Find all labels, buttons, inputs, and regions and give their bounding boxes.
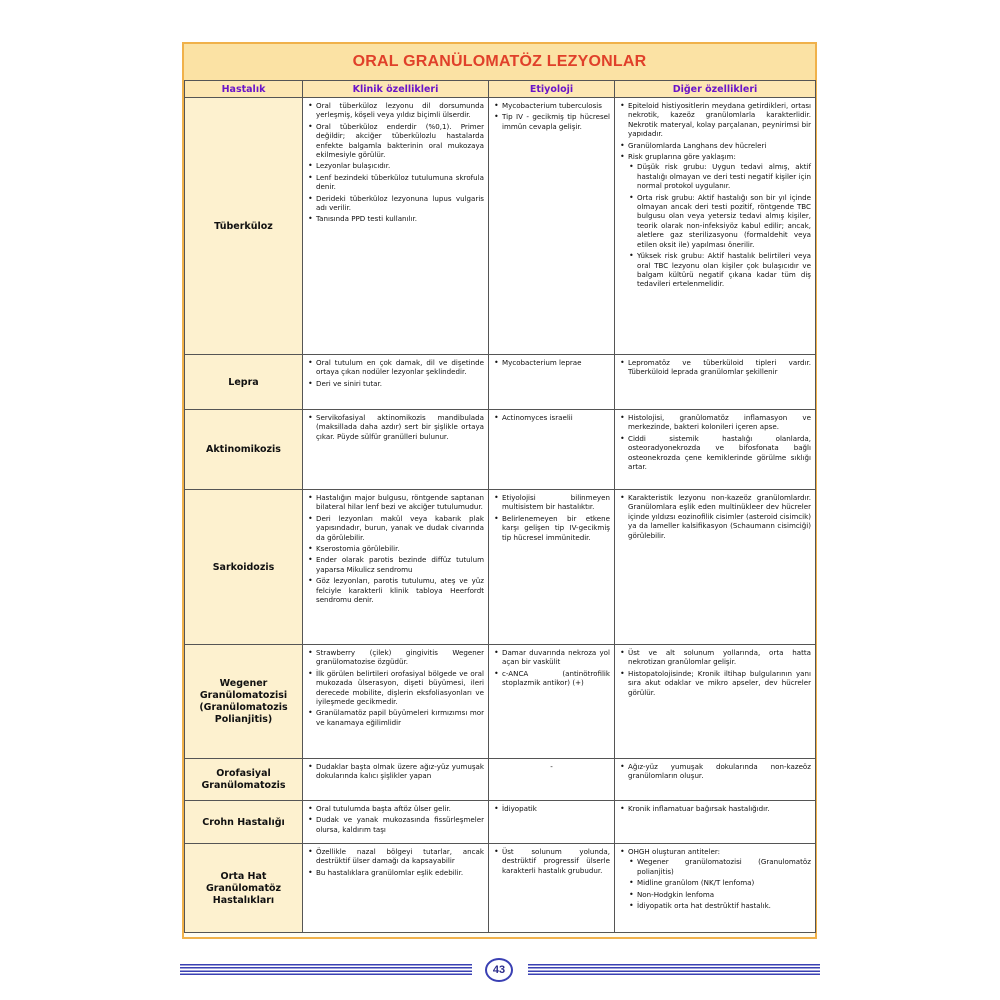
other-subitem: • Düşük risk grubu: Uygun tedavi almış, aktif hastalığı olmayan ve deri testi negatif kişiler için normal protokol uygulanır.: [637, 162, 811, 190]
clinical-item: • Dudak ve yanak mukozasında fissürleşmeler olursa, kaldırım taşı: [316, 815, 484, 834]
disease-name: Lepra: [185, 355, 303, 410]
table-row: [185, 410, 816, 490]
other-cell: [615, 801, 816, 844]
clinical-item: • Ender olarak parotis bezinde diffüz tutulum yaparsa Mikulicz sendromu: [316, 555, 484, 574]
clinical-item: • Deri ve siniri tutar.: [316, 379, 484, 388]
other-cell: [615, 645, 816, 759]
clinical-cell: [303, 645, 489, 759]
other-item: • Karakteristik lezyonu non-kazeöz granülomlardır. Granülomlara eşlik eden multinükleer dev hücreler içinde yıldızsı eozinofilik cisimler (asteroid cisimcik) ya da lameller kalsifikasyon (Schaumann cisimciği) görülebilir.: [628, 493, 811, 540]
clinical-item: • Oral tutulumda başta aftöz ülser gelir.: [316, 804, 484, 813]
clinical-item: • Deri lezyonları makül veya kabarık plak yapısındadır, burun, yanak ve dudak civarında da görülebilir.: [316, 514, 484, 542]
other-item: • Kronik inflamatuar bağırsak hastalığıdır.: [628, 804, 811, 813]
other-item: • Histolojisi, granülomatöz inflamasyon ve merkezinde, bakteri kolonileri içeren apse.: [628, 413, 811, 432]
clinical-item: • Bu hastalıklara granülomlar eşlik edebilir.: [316, 868, 484, 877]
other-subitem: • Wegener granülomatozisi (Granulomatöz polianjitis): [637, 857, 811, 876]
clinical-cell: [303, 410, 489, 490]
etiology-item: • Tip IV - gecikmiş tip hücresel immün cevapla gelişir.: [502, 112, 610, 131]
etiology-cell: [489, 410, 615, 490]
etiology-cell: [489, 490, 615, 645]
other-item: [628, 847, 811, 910]
table-row: [185, 759, 816, 801]
etiology-cell: [489, 801, 615, 844]
other-item: • Histopatolojisinde; Kronik iltihap bulgularının yanı sıra akut odaklar ve mikro apseler, dev hücreler görülür.: [628, 669, 811, 697]
other-cell: [615, 98, 816, 355]
clinical-item: • Servikofasiyal aktinomikozis mandibulada (maksillada daha azdır) sert bir şişlikle ortaya çıkar. Püyde sülfür granülleri bulunur.: [316, 413, 484, 441]
other-item: • Üst ve alt solunum yollarında, orta hatta nekrotizan granülomlar gelişir.: [628, 648, 811, 667]
table-row: [185, 355, 816, 410]
other-subitem: • İdiyopatik orta hat destrüktif hastalık.: [637, 901, 811, 910]
clinical-cell: [303, 355, 489, 410]
etiology-item: • İdiyopatik: [502, 804, 610, 813]
disease-name: Wegener Granülomatozisi (Granülomatozis Polianjitis): [185, 645, 303, 759]
page-number: 43: [485, 958, 513, 982]
header-other: Diğer özellikleri: [615, 81, 816, 98]
other-cell: [615, 355, 816, 410]
clinical-item: • Lezyonlar bulaşıcıdır.: [316, 161, 484, 170]
clinical-item: • Oral tüberküloz enderdir (%0,1). Primer değildir; akciğer tüberkülozlu hastalarda enfekte balgamla bakterinin oral mukozaya ekilmesiyle görülür.: [316, 122, 484, 160]
etiology-cell: [489, 645, 615, 759]
other-item: • Lepromatöz ve tüberküloid tipleri vardır. Tüberküloid leprada granülomlar şekillenir: [628, 358, 811, 377]
other-item: • Ciddi sistemik hastalığı olanlarda, osteoradyonekrozda ve bifosfonata bağlı osteonekrozda çene kemiklerinde görülme sıklığı artar.: [628, 434, 811, 472]
other-item: • Epiteloid histiyositlerin meydana getirdikleri, ortası nekrotik, kazeöz granülomlarla karakterlidir. Nekrotik materyal, kolay parçalanan, peynirimsi bir yapıdadır.: [628, 101, 811, 139]
header-row: [185, 81, 816, 98]
disease-name: Tüberküloz: [185, 98, 303, 355]
etiology-item: • Damar duvarında nekroza yol açan bir vaskülit: [502, 648, 610, 667]
other-item: • Granülomlarda Langhans dev hücreleri: [628, 141, 811, 150]
etiology-item: • Etiyolojisi bilinmeyen multisistem bir hastalıktır.: [502, 493, 610, 512]
disease-name: Orta Hat Granülomatöz Hastalıkları: [185, 844, 303, 933]
other-item: • Ağız-yüz yumuşak dokularında non-kazeöz granülomların oluşur.: [628, 762, 811, 781]
clinical-item: • Strawberry (çilek) gingivitis Wegener granülomatozise özgüdür.: [316, 648, 484, 667]
etiology-cell: [489, 759, 615, 801]
other-subitem: • Midline granülom (NK/T lenfoma): [637, 878, 811, 887]
page-frame: [182, 42, 817, 939]
table-row: [185, 801, 816, 844]
etiology-item: • Üst solunum yolunda, destrüktif progressif ülserle karakterli hastalık grubudur.: [502, 847, 610, 875]
clinical-item: • Oral tutulum en çok damak, dil ve dişetinde ortaya çıkan nodüler lezyonlar şeklindedir.: [316, 358, 484, 377]
other-cell: [615, 759, 816, 801]
other-cell: [615, 410, 816, 490]
lesions-table: [184, 80, 816, 933]
page-title: ORAL GRANÜLOMATÖZ LEZYONLAR: [352, 53, 647, 70]
other-item-text: Risk gruplarına göre yaklaşım:: [628, 152, 736, 162]
disease-name: Sarkoidozis: [185, 490, 303, 645]
disease-name: Aktinomikozis: [185, 410, 303, 490]
page-footer: [180, 958, 820, 982]
disease-name: Orofasiyal Granülomatozis: [185, 759, 303, 801]
etiology-item: • c-ANCA (antinötrofilik stoplazmik antikor) (+): [502, 669, 610, 688]
etiology-cell: [489, 844, 615, 933]
table-row: [185, 490, 816, 645]
table-row: [185, 844, 816, 933]
clinical-cell: [303, 759, 489, 801]
other-item-text: OHGH oluşturan antiteler:: [628, 847, 721, 856]
table-row: [185, 98, 816, 355]
etiology-item: • Actinomyces israelii: [502, 413, 610, 422]
clinical-item: • Tanısında PPD testi kullanılır.: [316, 214, 484, 223]
header-etiology: Etiyoloji: [489, 81, 615, 98]
title-bar: [184, 44, 815, 82]
clinical-cell: [303, 98, 489, 355]
clinical-item: • Granülamatöz papil büyümeleri kırmızımsı mor ve kanamaya eğilimlidir: [316, 708, 484, 727]
clinical-item: • Kserostomia görülebilir.: [316, 544, 484, 553]
clinical-item: • Oral tüberküloz lezyonu dil dorsumunda yerleşmiş, köşeli veya yıldız biçimli ülserdir.: [316, 101, 484, 120]
clinical-item: • Derideki tüberküloz lezyonuna lupus vulgaris adı verilir.: [316, 194, 484, 213]
header-disease: Hastalık: [185, 81, 303, 98]
etiology-item: • Mycobacterium tuberculosis: [502, 101, 610, 110]
clinical-item: • İlk görülen belirtileri orofasiyal bölgede ve oral mukozada ülserasyon, dişeti büyümesi, ileri derecede mobilite, dişlerin eksfoliasyonları ve iyileşmede gecikmedir.: [316, 669, 484, 707]
footer-stripes-left: [180, 964, 472, 977]
clinical-item: • Göz lezyonları, parotis tutulumu, ateş ve yüz felciyle karakterli klinik tabloya Heerfordt sendromu denir.: [316, 576, 484, 604]
etiology-dash: -: [550, 762, 553, 771]
other-subitem: • Non-Hodgkin lenfoma: [637, 890, 811, 899]
header-clinical: Klinik özellikleri: [303, 81, 489, 98]
disease-name: Crohn Hastalığı: [185, 801, 303, 844]
clinical-cell: [303, 490, 489, 645]
other-subitem: • Orta risk grubu: Aktif hastalığı son bir yıl içinde olmayan ancak deri testi pozitif, röntgende TBC bulgusu olan veya yetersiz tedavi almış kişiler, teorik olarak non-infeksiyöz kabul edilir; ancak, aletlere gaz sterilizasyonu (formaldehit veya etilen oksit ile) yapılması önerilir.: [637, 193, 811, 249]
etiology-item: • Belirlenemeyen bir etkene karşı gelişen tip IV-gecikmiş tip hücresel immünitedir.: [502, 514, 610, 542]
other-item: [628, 152, 811, 289]
clinical-cell: [303, 844, 489, 933]
footer-stripes-right: [528, 964, 820, 977]
other-cell: [615, 490, 816, 645]
etiology-cell: [489, 98, 615, 355]
table-row: [185, 645, 816, 759]
clinical-item: • Hastalığın major bulgusu, röntgende saptanan bilateral hilar lenf bezi ve akciğer tutulumudur.: [316, 493, 484, 512]
clinical-cell: [303, 801, 489, 844]
other-subitem: • Yüksek risk grubu: Aktif hastalık belirtileri veya oral TBC lezyonu olan kişiler çok bulaşıcıdır ve balgam kültürü negatif çıkana kadar tüm diş tedavileri ertelenmelidir.: [637, 251, 811, 289]
other-cell: [615, 844, 816, 933]
etiology-cell: [489, 355, 615, 410]
clinical-item: • Lenf bezindeki tüberküloz tutulumuna skrofula denir.: [316, 173, 484, 192]
clinical-item: • Dudaklar başta olmak üzere ağız-yüz yumuşak dokularında kalıcı şişlikler yapan: [316, 762, 484, 781]
etiology-item: • Mycobacterium leprae: [502, 358, 610, 367]
clinical-item: • Özellikle nazal bölgeyi tutarlar, ancak destrüktif ülser damağı da kapsayabilir: [316, 847, 484, 866]
